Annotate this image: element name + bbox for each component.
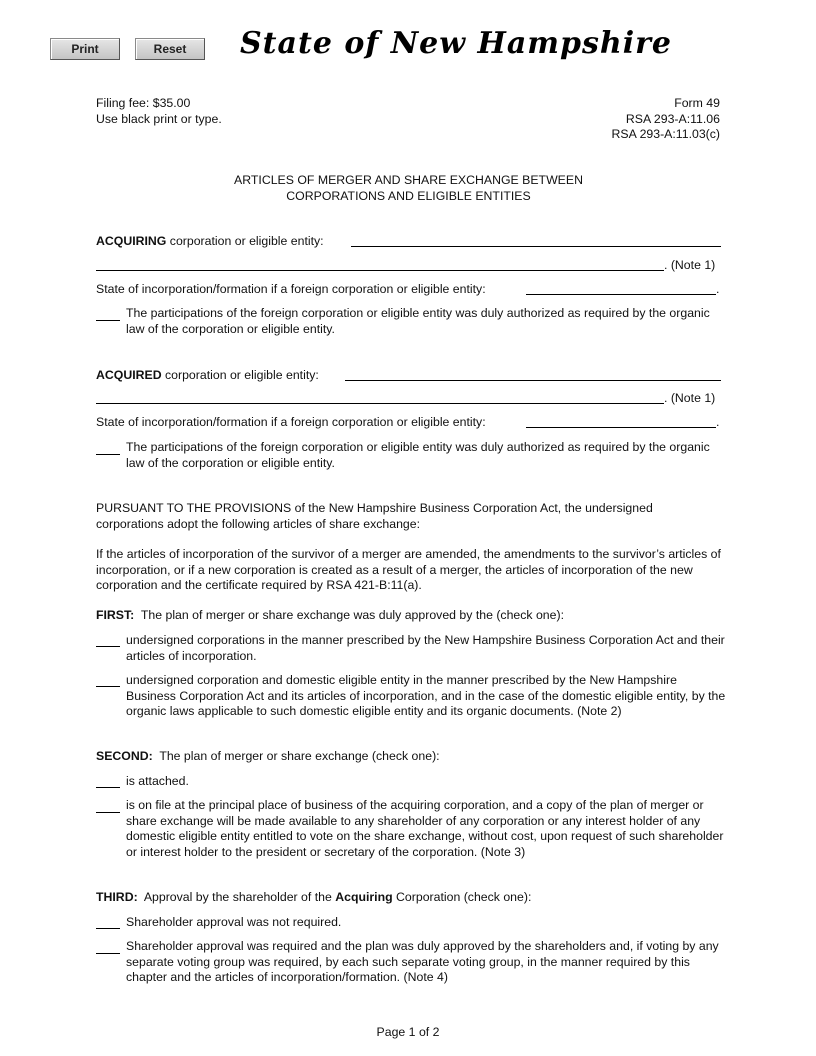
acquiring-name-field[interactable]	[351, 246, 721, 247]
acquiring-label: ACQUIRING corporation or eligible entity:	[96, 234, 324, 248]
print-button[interactable]: Print	[50, 38, 120, 60]
acquired-participation-text: The participations of the foreign corporation or eligible entity was duly authorized as required by the organic law of the corporation or eligible entity.	[126, 440, 710, 470]
pursuant-paragraph: PURSUANT TO THE PROVISIONS of the New Hampshire Business Corporation Act, the undersigned corporations adopt the following articles of share exchange:	[96, 501, 653, 531]
acquiring-name-field-2[interactable]	[96, 270, 664, 271]
third-option1-checkbox[interactable]	[96, 928, 120, 929]
acquired-name-field-2[interactable]	[96, 403, 664, 404]
acquired-state-end: .	[716, 415, 720, 429]
acquiring-participation-checkbox[interactable]	[96, 320, 120, 321]
page-number: Page 1 of 2	[376, 1025, 440, 1039]
acquired-name-field[interactable]	[345, 380, 721, 381]
acquiring-note: . (Note 1)	[664, 258, 716, 272]
acquiring-state-label: State of incorporation/formation if a foreign corporation or eligible entity:	[96, 282, 486, 296]
first-heading: FIRST: The plan of merger or share exchange was duly approved by the (check one):	[96, 608, 564, 622]
document-title-line1: ARTICLES OF MERGER AND SHARE EXCHANGE BETWEEN	[234, 173, 583, 187]
second-heading: SECOND: The plan of merger or share exchange (check one):	[96, 749, 440, 763]
acquired-label: ACQUIRED corporation or eligible entity:	[96, 368, 319, 382]
acquired-state-label: State of incorporation/formation if a foreign corporation or eligible entity:	[96, 415, 486, 429]
acquiring-state-end: .	[716, 282, 720, 296]
acquired-note: . (Note 1)	[664, 391, 716, 405]
second-option2-checkbox[interactable]	[96, 812, 120, 813]
filing-info	[96, 96, 222, 127]
amendment-paragraph: If the articles of incorporation of the survivor of a merger are amended, the amendments to the survivor’s articles of incorporation, or if a new corporation is created as a result of a merger, the articles of incorporation of the new corporation and the certificate required by RSA 421-B:11(a).	[96, 547, 721, 592]
document-title-line2: CORPORATIONS AND ELIGIBLE ENTITIES	[286, 188, 531, 203]
first-option1-text: undersigned corporations in the manner prescribed by the New Hampshire Business Corporation Act and their articles of incorporation.	[126, 633, 725, 663]
first-option2-text: undersigned corporation and domestic eligible entity in the manner prescribed by the New Hampshire Business Corporation Act and its articles of incorporation, and in the case of the domestic eligible entity, by the organic laws applicable to such domestic eligible entity and its organic documents. (Note 2)	[126, 673, 726, 718]
third-option2-text: Shareholder approval was required and the plan was duly approved by the shareholders and, if voting by any separate voting group was required, by each such separate voting group, in the manner required by this chapter and the articles of incorporation/formation. (Note 4)	[126, 939, 719, 984]
acquiring-participation-text: The participations of the foreign corporation or eligible entity was duly authorized as required by the organic law of the corporation or eligible entity.	[126, 306, 710, 336]
third-heading: THIRD: Approval by the shareholder of the Acquiring Corporation (check one):	[96, 890, 532, 904]
second-option1-checkbox[interactable]	[96, 787, 120, 788]
document-title	[96, 173, 721, 204]
acquiring-state-field[interactable]	[526, 294, 716, 295]
first-option2-checkbox[interactable]	[96, 686, 120, 687]
third-option2-checkbox[interactable]	[96, 953, 120, 954]
third-option1-text: Shareholder approval was not required.	[126, 915, 342, 929]
form-number: Form 49	[674, 96, 720, 110]
acquired-state-field[interactable]	[526, 427, 716, 428]
filing-fee: Filing fee: $35.00	[96, 96, 191, 110]
rsa-reference-1: RSA 293-A:11.06	[625, 111, 720, 126]
first-option1-checkbox[interactable]	[96, 646, 120, 647]
form-info	[520, 96, 720, 143]
page-title: State of New Hampshire	[240, 26, 672, 61]
print-instruction: Use black print or type.	[96, 111, 222, 126]
second-option2-text: is on file at the principal place of business of the acquiring corporation, and a copy of the plan of merger or share exchange will be made available to any shareholder of any corporation or any interest holder of any domestic eligible entity entitled to vote on the share exchange, without cost, upon request of such shareholder or interest holder to the president or secretary of the corporation. (Note 3)	[126, 798, 724, 859]
reset-button[interactable]: Reset	[135, 38, 205, 60]
rsa-reference-2: RSA 293-A:11.03(c)	[611, 127, 720, 141]
acquired-participation-checkbox[interactable]	[96, 454, 120, 455]
second-option1-text: is attached.	[126, 774, 189, 788]
